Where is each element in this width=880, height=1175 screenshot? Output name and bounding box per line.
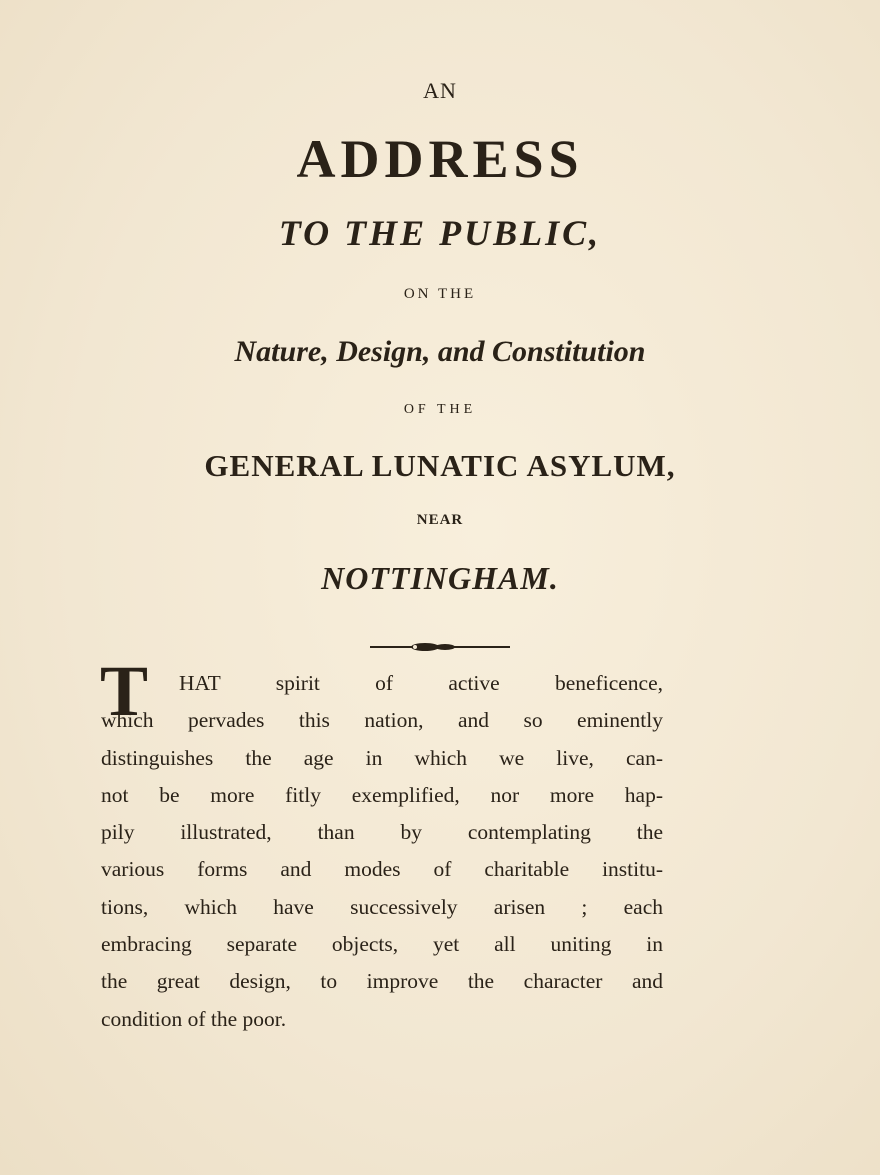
title-address: ADDRESS xyxy=(296,129,584,189)
text-line: distinguishes the age in which we live, can- xyxy=(101,745,663,770)
text-line: tions, which have successively arisen ; each xyxy=(101,894,663,919)
text-line: the great design, to improve the character and xyxy=(101,969,663,994)
horizontal-rule-ornament-icon xyxy=(370,640,510,654)
title-asylum: GENERAL LUNATIC ASYLUM, xyxy=(204,448,676,483)
title-to-the-public: TO THE PUBLIC, xyxy=(278,213,602,253)
text-line: various forms and modes of charitable institu- xyxy=(101,857,663,882)
title-near: NEAR xyxy=(416,512,464,528)
title-an: AN xyxy=(423,78,457,103)
text-line: which pervades this nation, and so eminently xyxy=(101,708,663,733)
text-line: not be more fitly exemplified, nor more hap- xyxy=(101,782,663,807)
drop-cap: T xyxy=(100,651,149,731)
title-of-the: OF THE xyxy=(403,402,477,417)
text-line: embracing separate objects, yet all uniting in xyxy=(101,932,663,957)
body-paragraph xyxy=(101,665,663,1038)
text-line: pily illustrated, than by contemplating the xyxy=(101,820,663,845)
text-line: HAT spirit of active beneficence, xyxy=(179,671,663,695)
title-on-the: ON THE xyxy=(403,286,477,302)
title-nature-design: Nature, Design, and Constitution xyxy=(234,335,646,368)
text-line: condition of the poor. xyxy=(101,1006,287,1031)
title-nottingham: NOTTINGHAM. xyxy=(321,560,559,596)
